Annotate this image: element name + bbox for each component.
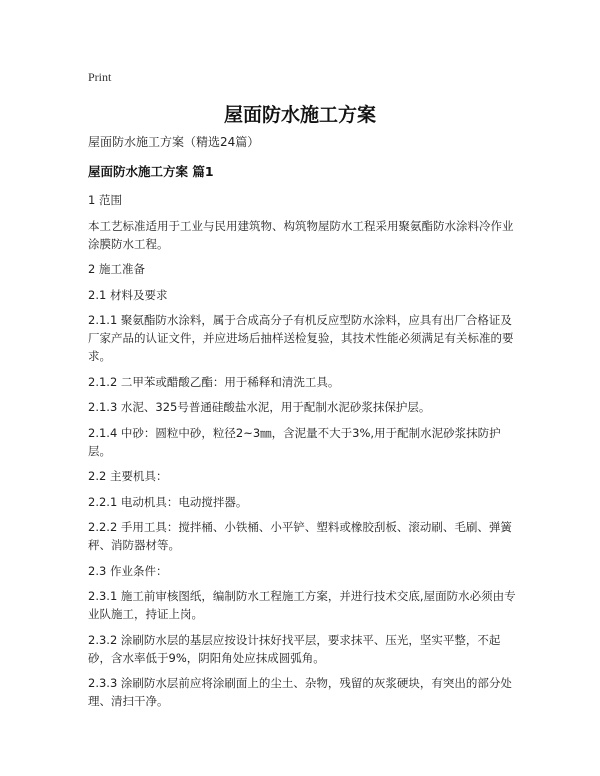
paragraph-2-1-3: 2.1.3 水泥、325号普通硅酸盐水泥，用于配制水泥砂浆抹保护层。	[88, 400, 431, 414]
paragraph-2-1-2: 2.1.2 二甲苯或醋酸乙酯：用于稀释和清洗工具。	[88, 374, 340, 389]
paragraph-scope-text: 本工艺标准适用于工业与民用建筑物、构筑物屋防水工程采用聚氨酯防水涂料冷作业涂膜防水工程。	[88, 218, 514, 251]
paragraph-conditions-heading: 2.3 作业条件：	[88, 563, 168, 578]
paragraph-scope-heading: 1 范围	[88, 193, 122, 207]
paragraph-2-1-1: 2.1.1 聚氨酯防水涂料，属于合成高分子有机反应型防水涂料，应具有出厂合格证及厂家产品的认证文件，并应进场后抽样送检复验，其技术性能必须满足有关标准的要求。	[88, 313, 514, 363]
paragraph-2-3-1: 2.3.1 施工前审核图纸，编制防水工程施工方案，并进行技术交底,屋面防水必须由专业队施工，持证上岗。	[88, 589, 516, 621]
print-link[interactable]: Print	[88, 70, 112, 84]
document-title: 屋面防水施工方案	[223, 104, 376, 126]
document-subtitle: 屋面防水施工方案（精选24篇）	[88, 135, 260, 149]
paragraph-2-3-2: 2.3.2 涂刷防水层的基层应按设计抹好找平层，要求抹平、压光，坚实平整，不起砂，含水率低于9%，阴阳角处应抹成圆弧角。	[88, 632, 501, 665]
paragraph-2-1-4: 2.1.4 中砂：圆粒中砂，粒径2~3㎜，含泥量不大于3%,用于配制水泥砂浆抹防护层。	[88, 425, 501, 458]
paragraph-2-3-3: 2.3.3 涂刷防水层前应将涂刷面上的尘土、杂物，残留的灰浆硬块，有突出的部分处理、清扫干净。	[88, 676, 512, 708]
document-body	[88, 133, 520, 718]
paragraph-preparation-heading: 2 施工准备	[88, 262, 145, 276]
paragraph-tools-heading: 2.2 主要机具：	[88, 469, 168, 483]
paragraph-2-2-1: 2.2.1 电动机具：电动搅拌器。	[88, 494, 248, 509]
paragraph-2-2-2: 2.2.2 手用工具：搅拌桶、小铁桶、小平铲、塑料或橡胶刮板、滚动刷、毛刷、弹簧秤、消防器材等。	[88, 520, 512, 552]
section-heading: 屋面防水施工方案 篇1	[88, 164, 214, 179]
paragraph-materials-heading: 2.1 材料及要求	[88, 287, 168, 302]
